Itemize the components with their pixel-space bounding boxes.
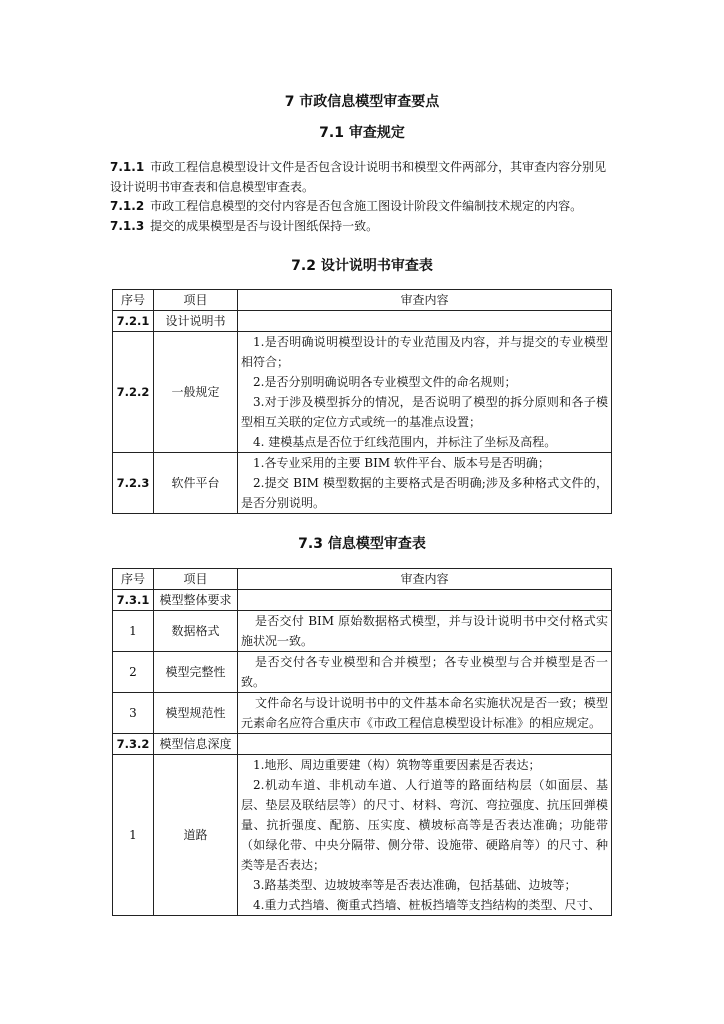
row-content [238,453,612,514]
group-row-7-3-2 [113,734,612,755]
row-item: 模型规范性 [154,693,238,734]
header-number: 序号 [113,569,154,590]
table-row [113,611,612,652]
group-number: 7.3.1 [113,590,154,611]
clause-number: 7.1.1 [110,160,145,174]
clause-list [110,158,616,236]
row-number: 2 [113,652,154,693]
content-line: 是否交付 BIM 原始数据格式模型，并与设计说明书中交付格式实施状况一致。 [241,614,608,648]
content-line: 3.对于涉及模型拆分的情况，是否说明了模型的拆分原则和各子模型相互关联的定位方式或统一的基准点设置； [241,395,608,429]
row-content [238,755,612,916]
clause-text: 市政工程信息模型设计文件是否包含设计说明书和模型文件两部分，其审查内容分别见设计说明书审查表和信息模型审查表。 [110,160,607,194]
content-line: 是否交付各专业模型和合并模型；各专业模型与合并模型是否一致。 [241,655,608,689]
row-number: 1 [113,611,154,652]
row-content [238,332,612,453]
row-item: 模型完整性 [154,652,238,693]
table-row [113,652,612,693]
row-item: 数据格式 [154,611,238,652]
content-line: 4. 建模基点是否位于红线范围内，并标注了坐标及高程。 [253,435,557,449]
table-header-row [113,290,612,311]
header-number: 序号 [113,290,154,311]
content-line: 2.提交 BIM 模型数据的主要格式是否明确;涉及多种格式文件的，是否分别说明。 [241,476,608,510]
row-number: 1 [113,755,154,916]
clause-number: 7.1.2 [110,199,145,213]
content-line: 4.重力式挡墙、衡重式挡墙、桩板挡墙等支挡结构的类型、尺寸、 [253,898,601,912]
content-line: 文件命名与设计说明书中的文件基本命名实施状况是否一致；模型元素命名应符合重庆市《市政工程信息模型设计标准》的相应规定。 [241,696,608,730]
content-line: 2.是否分别明确说明各专业模型文件的命名规则； [253,375,517,389]
row-number: 7.2.1 [113,311,154,332]
header-content: 审查内容 [238,290,612,311]
group-row-7-3-1 [113,590,612,611]
table-header-row [113,569,612,590]
group-label: 模型整体要求 [154,590,238,611]
content-line: 1.是否明确说明模型设计的专业范围及内容，并与提交的专业模型相符合； [241,335,608,369]
clause-7-1-3 [110,217,616,237]
header-item: 项目 [154,290,238,311]
row-content [238,652,612,693]
table-row [113,755,612,916]
row-number: 7.2.2 [113,332,154,453]
design-spec-review-table [112,289,612,514]
row-number: 7.2.3 [113,453,154,514]
table-row [113,332,612,453]
row-content [238,311,612,332]
chapter-title: 7 市政信息模型审查要点 [284,94,440,110]
clause-text: 提交的成果模型是否与设计图纸保持一致。 [150,218,379,233]
group-number: 7.3.2 [113,734,154,755]
content-line: 2.机动车道、非机动车道、人行道等的路面结构层（如面层、基层、垫层及联结层等）的尺寸、材料、弯沉、弯拉强度、抗压回弹模量、抗折强度、配筋、压实度、横坡标高等是否表达准确；功能带（如绿化带、中央分隔带、侧分带、设施带、硬路肩等）的尺寸、种类等是否表达； [241,778,608,872]
table-row [113,311,612,332]
section-7-2-title: 7.2 设计说明书审查表 [291,258,433,274]
content-line: 3.路基类型、边坡坡率等是否表达准确，包括基础、边坡等； [253,878,577,892]
row-content [238,693,612,734]
row-number: 3 [113,693,154,734]
clause-7-1-1 [110,158,616,197]
clause-number: 7.1.3 [110,218,145,233]
row-item: 设计说明书 [154,311,238,332]
row-content [238,611,612,652]
content-line: 1.各专业采用的主要 BIM 软件平台、版本号是否明确； [253,456,550,470]
table-row [113,453,612,514]
clause-text: 市政工程信息模型的交付内容是否包含施工图设计阶段文件编制技术规定的内容。 [150,199,583,213]
table-row [113,693,612,734]
group-label: 模型信息深度 [154,734,238,755]
clause-7-1-2 [110,197,616,217]
section-7-1-title: 7.1 审查规定 [319,125,405,141]
content-line: 1.地形、周边重要建（构）筑物等重要因素是否表达； [253,758,541,772]
row-item: 软件平台 [154,453,238,514]
header-item: 项目 [154,569,238,590]
row-item: 道路 [154,755,238,916]
info-model-review-table [112,568,612,916]
section-7-3-title: 7.3 信息模型审查表 [298,536,426,552]
row-item: 一般规定 [154,332,238,453]
header-content: 审查内容 [238,569,612,590]
